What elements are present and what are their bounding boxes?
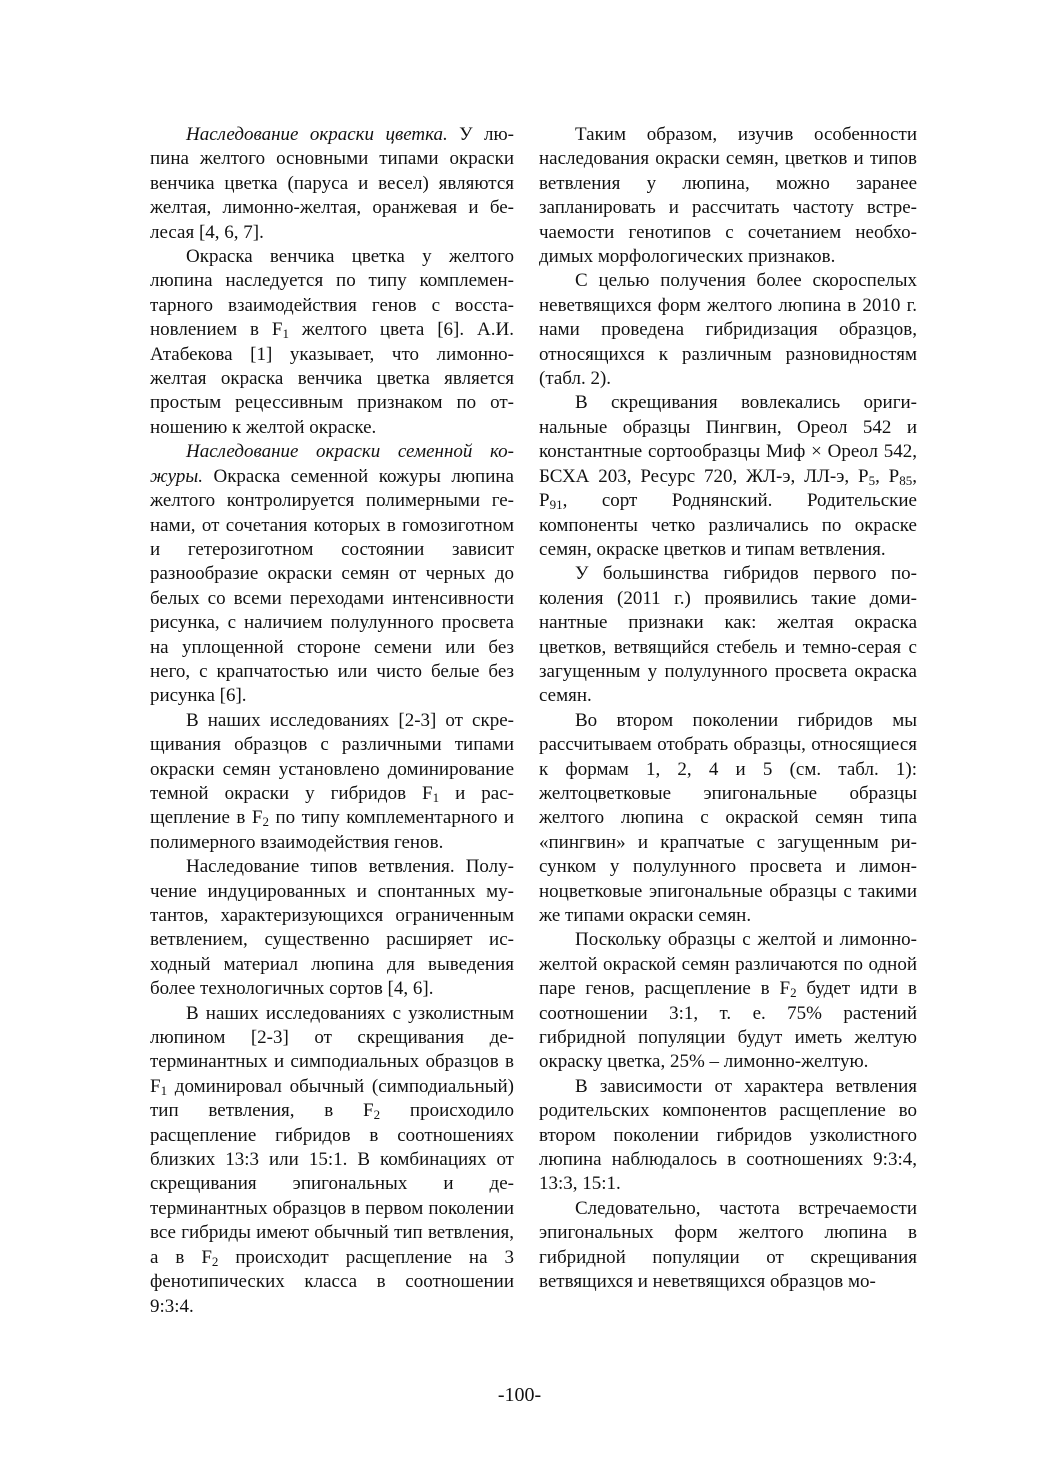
left-column (150, 123, 514, 1319)
paragraph-flower-color: Наследование окраски цветка. У люпина желтого основными типами окраски венчика цветка (паруса и весел) являются желтая, лимонно-желтая, оранжевая и белесая [4, 6, 7]. (150, 124, 514, 243)
paragraph-seed-coat: Наследование окраски семенной кожуры. Окраска семенной кожуры люпина желтого контролируется полимерными генами, от сочетания которых в гомозиготном и гетерозиготном состоянии зависит разнообразие окраски семян от черных до белых со всеми переходами интенсивности рисунка, с наличием полулунного просвета на уплощенной стороне семени или без него, с крапчатостью или чисто белые без рисунка [6]. (150, 441, 514, 707)
section-heading-flower-color: Наследование окраски цветка. (186, 124, 448, 145)
paragraph-hybridization-goal: С целью получения более скороспелых неветвящихся форм желтого люпина в 2010 г. нами проведена гибридизация образцов, относящихся к различным разновидностям (табл. 2). (539, 270, 917, 390)
paragraph-branching-types: Наследование типов ветвления. Получение индуцированных и спонтанных мутантов, характеризующихся ограниченным ветвлением, существенно расширяет исходный материал люпина для выведения более технологичных сортов [4, 6]. (150, 856, 514, 1000)
paragraph-consequently: Следовательно, частота встречаемости эпигональных форм желтого люпина в гибридной популяции от скрещивания ветвящихся и неветвящихся образцов мо- (539, 1197, 917, 1293)
paragraph-second-generation: Во втором поколении гибридов мы рассчитываем отобрать образцы, относящиеся к формам 1, 2, 4 и 5 (см. табл. 1): желтоцветковые эпигональные образцы желтого люпина с окраской семян типа «пингвин» и крапчатые с загущенным рисунком у полулунного просвета и лимонноцветковые эпигональные образцы с такими же типами окраски семян. (539, 709, 917, 926)
right-column (539, 123, 917, 1295)
paragraph-branching-segregation: В зависимости от характера ветвления родительских компонентов расщепление во втором поколении гибридов узколистного люпина наблюдалось в соотношениях 9:3:4, 13:3, 15:1. (539, 1075, 917, 1195)
paragraph-corolla-inheritance: Окраска венчика цветка у желтого люпина наследуется по типу комплементарного взаимодействия генов с восстановлением в $F_1$ желтого цвета [6]. А.И. Атабекова [1] указывает, что лимонно-желтая окраска венчика цветка является простым рецессивным признаком по отношению к желтой окраске. (150, 246, 514, 438)
paragraph-crossing-samples: В скрещивания вовлекались оригинальные образцы Пингвин, Ореол 542 и константные сортообразцы Миф × Ореол 542, БСХА 203, Ресурс 720, ЖЛ-э, ЛЛ-э, $P_5$, $P_{85}$, $P_{91}$, сорт Роднянский. Родительские компоненты четко различались по окраске семян, окраске цветков и типам ветвления. (539, 392, 917, 560)
paragraph-narrow-leaved: В наших исследованиях с узколистным люпином [2-3] от скрещивания детерминантных и симподиальных образцов в $F_1$ доминировал обычный (симподиальный) тип ветвления, в $F_2$ происходило расщепление гибридов в соотношениях близких 13:3 или 15:1. В комбинациях от скрещивания эпигональных и детерминантных образцов в первом поколении все гибриды имеют обычный тип ветвления, а в $F_2$ происходит расщепление на 3 фенотипических класса в соотношении 9:3:4. (150, 1002, 514, 1317)
section-heading-seed-coat: Наследование окраски семенной кожуры. (150, 441, 514, 487)
page-number: -100- (497, 1384, 542, 1406)
paragraph-first-generation: У большинства гибридов первого поколения (2011 г.) проявились такие доминантные признаки как: желтая окраска цветков, ветвящийся стебель и темно-серая с загущенным у полулунного просвета окраска семян. (539, 563, 917, 707)
paragraph-our-research-seed: В наших исследованиях [2-3] от скрещивания образцов с различными типами окраски семян установлено доминирование темной окраски у гибридов $F_1$ и расщепление в $F_2$ по типу комплементарного и полимерного взаимодействия генов. (150, 709, 514, 853)
paragraph-segregation-ratio: Поскольку образцы с желтой и лимонно-желтой окраской семян различаются по одной паре генов, расщепление в $F_2$ будет идти в соотношении 3:1, т. е. 75% растений гибридной популяции будут иметь желтую окраску цветка, 25% – лимонно-желтую. (539, 929, 917, 1073)
paragraph-conclusion-planning: Таким образом, изучив особенности наследования окраски семян, цветков и типов ветвления у люпина, можно заранее запланировать и рассчитать частоту встречаемости генотипов с сочетанием необходимых морфологических признаков. (539, 124, 917, 268)
